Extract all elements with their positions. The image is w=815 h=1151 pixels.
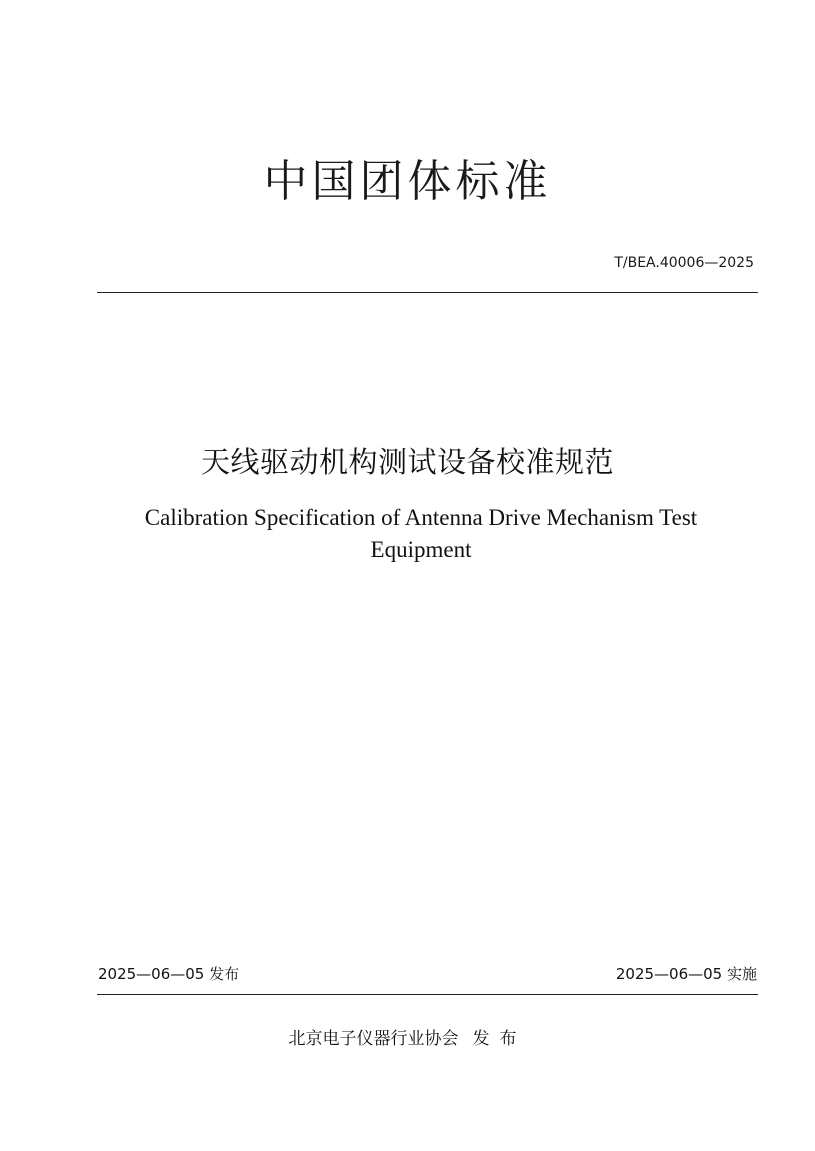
publish-date: 2025—06—05 发布 [98, 965, 240, 983]
document-title-chinese: 天线驱动机构测试设备校准规范 [200, 445, 614, 479]
document-title-english: Calibration Specification of Antenna Drive Mechanism Test Equipment [144, 505, 698, 562]
implementation-date: 2025—06—05 实施 [615, 965, 757, 983]
standard-number: T/BEA.40006—2025 [614, 255, 754, 271]
document-category-title: 中国团体标准 [263, 156, 552, 207]
publisher-name: 北京电子仪器行业协会 [288, 1029, 459, 1049]
bottom-divider [97, 994, 758, 995]
publisher-action: 发布 [472, 1029, 527, 1049]
top-divider [97, 292, 758, 293]
publisher-line [0, 1027, 815, 1051]
